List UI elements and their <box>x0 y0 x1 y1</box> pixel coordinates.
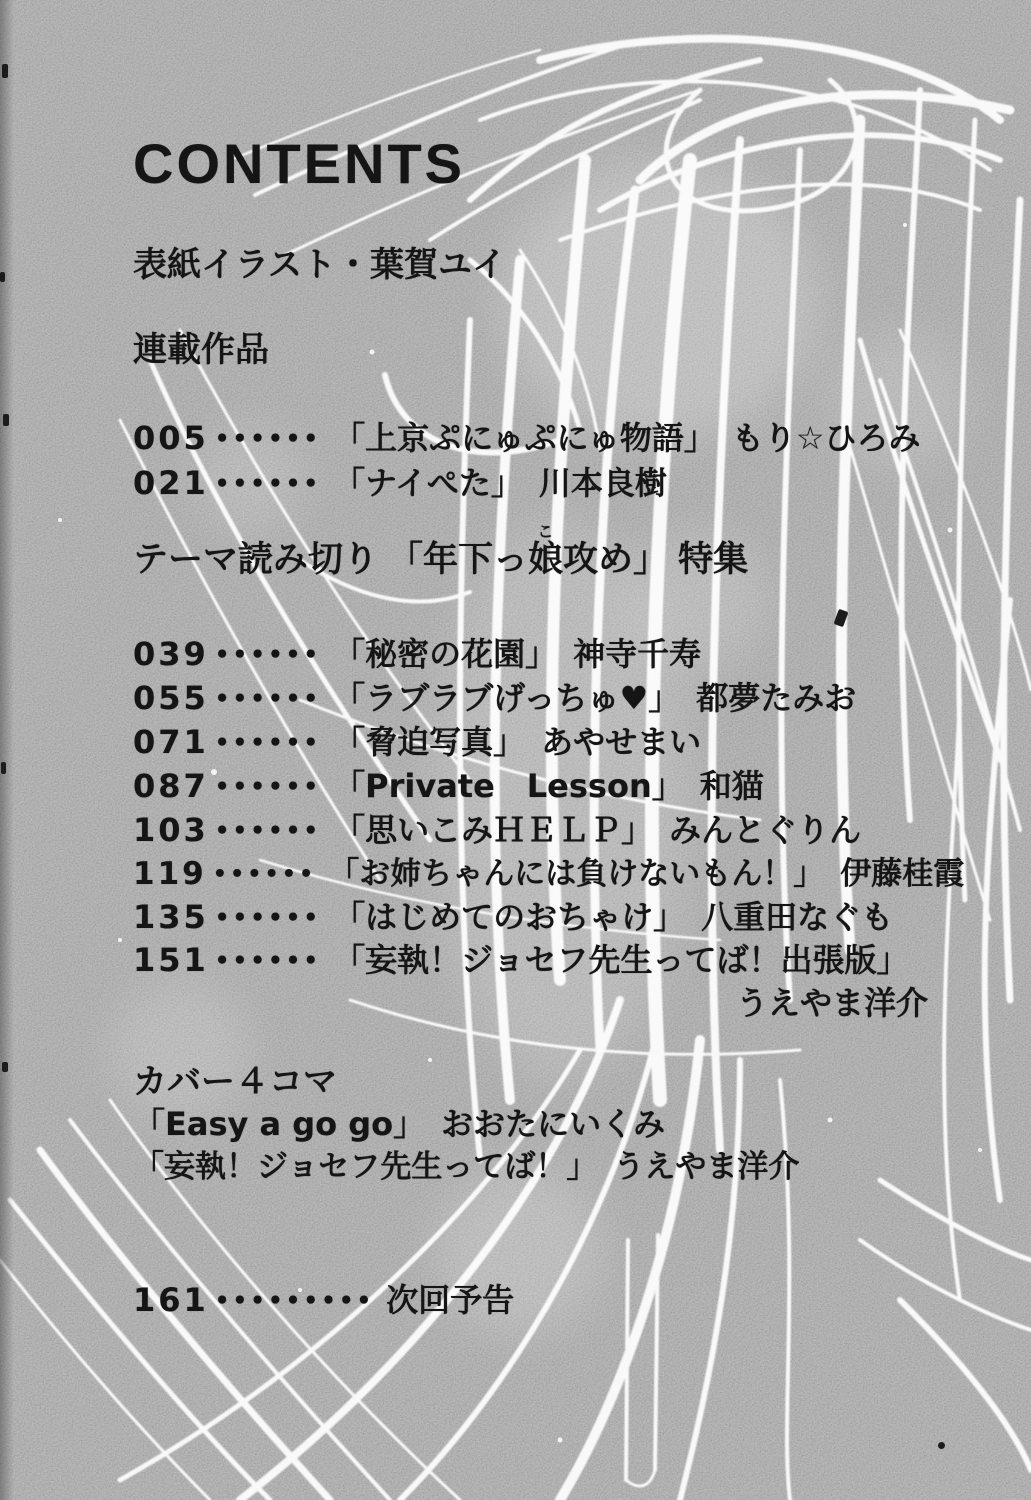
entry-title: 「妄執！ジョセフ先生ってば！」 <box>133 1149 598 1185</box>
entry-title: 「はじめてのおちゃけ」 <box>333 898 686 936</box>
entry-author: 都夢たみお <box>696 679 857 717</box>
theme-title-post: 攻め」 <box>563 540 669 580</box>
next-issue-label: 次回予告 <box>386 1281 515 1319</box>
scan-speck <box>2 64 8 78</box>
scan-speck <box>3 414 9 426</box>
entry-author: 和猫 <box>699 767 764 805</box>
entry-title: 「秘密の花園」 <box>333 635 558 673</box>
scan-speck <box>0 272 5 282</box>
entry-page-number: 161 <box>133 1281 209 1319</box>
entry-page-number: 039 <box>133 635 209 673</box>
toc-entry-135 <box>133 900 893 935</box>
entry-page-number: 021 <box>133 464 209 502</box>
toc-entry-087 <box>133 769 764 804</box>
entry-page-number: 071 <box>133 723 209 761</box>
entry-author: 川本良樹 <box>538 464 667 502</box>
entry-page-number: 087 <box>133 767 209 805</box>
cover-illustration-credit: 表紙イラスト・葉賀ユイ <box>133 245 506 285</box>
scan-speck <box>1 762 6 774</box>
entry-title: 「脅迫写真」 <box>333 723 526 761</box>
entry-author: あやせまい <box>541 723 702 761</box>
cover-4koma-entry-easy <box>133 1107 665 1142</box>
theme-ruby-group <box>528 522 564 580</box>
scan-speck <box>2 1062 8 1072</box>
toc-entry-039 <box>133 637 701 672</box>
toc-entry-103 <box>133 813 861 848</box>
furigana-ko: こ <box>537 522 554 541</box>
toc-entry-071 <box>133 725 701 760</box>
toc-entry-151-author: うえやま洋介 <box>735 984 928 1022</box>
entry-leader-dots: •••••• <box>214 642 322 668</box>
entry-leader-dots: •••••• <box>214 948 322 974</box>
entry-title: 「お姉ちゃんには負けないもん！」 <box>328 856 825 892</box>
entry-leader-dots: •••••• <box>214 686 322 712</box>
theme-oneshot-heading <box>133 522 749 580</box>
toc-entry-119 <box>133 857 964 891</box>
cover-4koma-entry-moushuu <box>133 1150 799 1184</box>
entry-leader-dots: •••••• <box>212 861 317 887</box>
entry-page-number: 103 <box>133 811 209 849</box>
entry-page-number: 135 <box>133 898 209 936</box>
page-title: CONTENTS <box>133 132 465 195</box>
cover-4koma-heading: カバー４コマ <box>133 1062 337 1102</box>
entry-title: 「上京ぷにゅぷにゅ物語」 <box>333 419 716 457</box>
entry-leader-dots: •••••• <box>214 818 322 844</box>
entry-title: 「妄執！ジョセフ先生ってば！出張版」 <box>333 941 909 979</box>
entry-title: 「ラブラブげっちゅ♥」 <box>333 679 681 717</box>
entry-leader-dots: ••••••••• <box>214 1288 375 1314</box>
entry-author: 神寺千寿 <box>573 635 702 673</box>
entry-page-number: 055 <box>133 679 209 717</box>
entry-author: みんとぐりん <box>669 811 862 849</box>
entry-page-number: 119 <box>133 856 207 892</box>
toc-entry-151 <box>133 943 909 978</box>
entry-leader-dots: •••••• <box>214 471 322 497</box>
entry-title: 「Easy a go go」 <box>133 1105 426 1143</box>
entry-author: 伊藤桂霞 <box>840 856 965 892</box>
entry-leader-dots: •••••• <box>214 905 322 931</box>
theme-title-pre: 「年下っ <box>388 540 529 580</box>
scan-speck <box>938 1442 945 1449</box>
toc-entry-005 <box>133 421 921 456</box>
entry-author: もり☆ひろみ <box>731 419 921 457</box>
entry-author: おおたにいくみ <box>441 1105 666 1143</box>
toc-entry-055 <box>133 681 856 716</box>
entry-author: 八重田なぐも <box>701 898 894 936</box>
entry-leader-dots: •••••• <box>214 730 322 756</box>
entry-leader-dots: •••••• <box>214 774 322 800</box>
serial-works-heading: 連載作品 <box>133 330 269 370</box>
theme-heading-prefix: テーマ読み切り <box>133 540 379 580</box>
entry-page-number: 151 <box>133 941 209 979</box>
toc-entry-021 <box>133 466 667 501</box>
entry-title: 「Private Lesson」 <box>333 767 684 805</box>
theme-ruby-base: 娘 <box>528 540 564 580</box>
entry-title: 「ナイぺた」 <box>333 464 523 502</box>
theme-heading-suffix: 特集 <box>678 540 749 580</box>
entry-leader-dots: •••••• <box>214 426 322 452</box>
entry-author: うえやま洋介 <box>613 1149 800 1185</box>
entry-title: 「思いこみＨＥＬＰ」 <box>333 811 654 849</box>
entry-page-number: 005 <box>133 419 209 457</box>
toc-entry-161-next-issue <box>133 1283 514 1318</box>
